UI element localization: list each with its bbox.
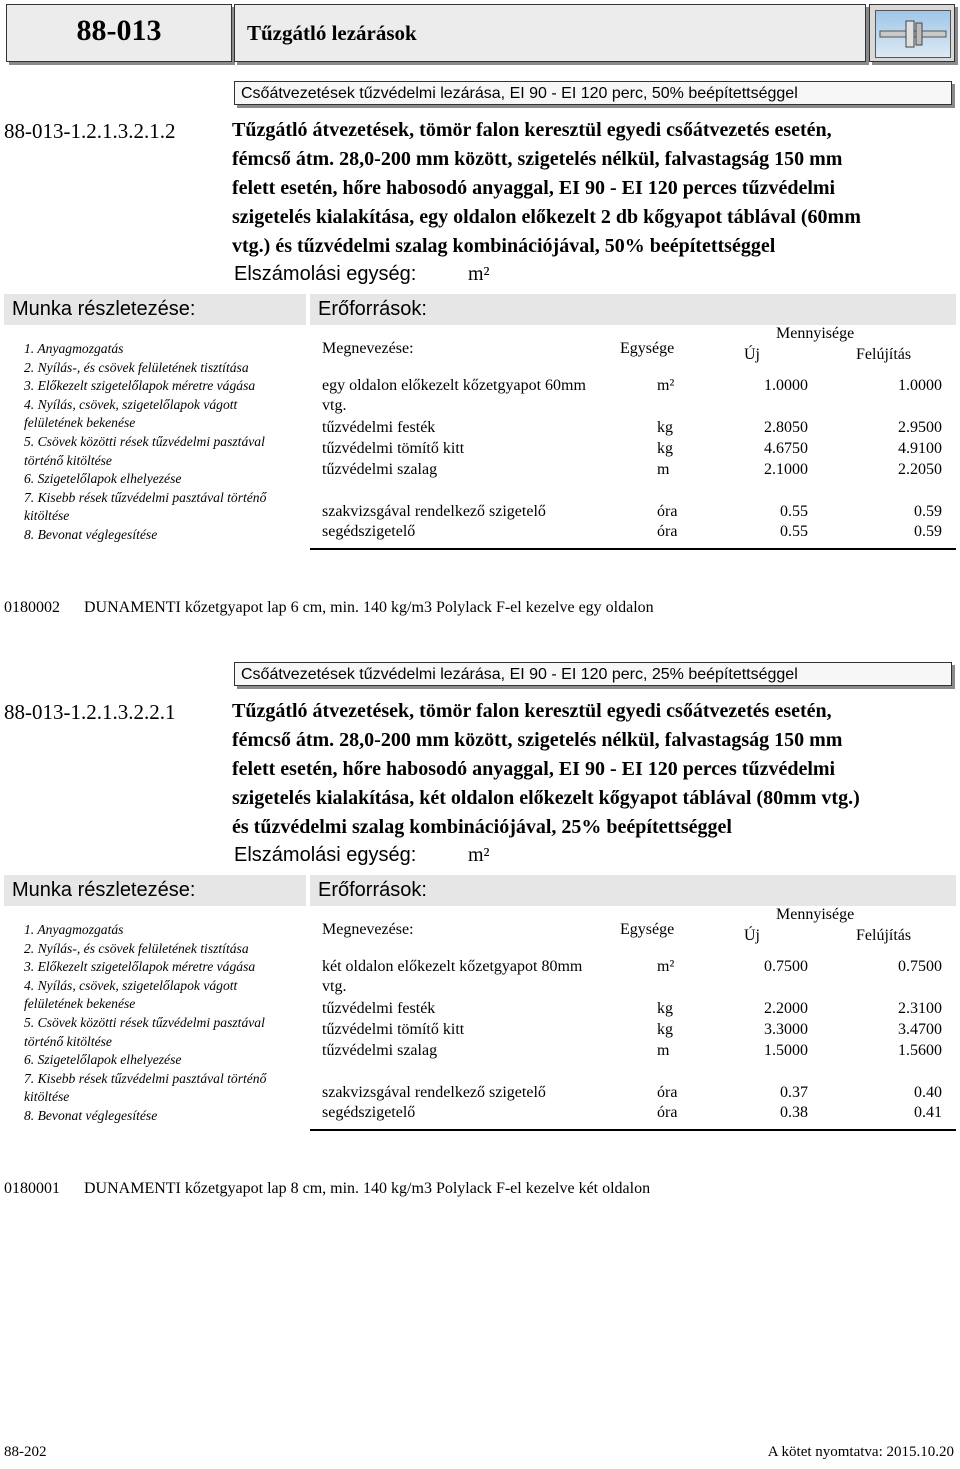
material-unit: kg (657, 1000, 673, 1017)
description-line: és tűzvédelmi szalag kombinációjával, 25% beépítettséggel (232, 816, 732, 838)
col-header-quantity: Mennyisége (776, 906, 855, 923)
material-name-cont: vtg. (322, 978, 347, 995)
material-note-code: 0180002 (4, 599, 60, 616)
labour-qty-new: 0.37 (780, 1084, 808, 1101)
page-number: 88-202 (4, 1444, 47, 1460)
resources-title: Erőforrások: (310, 294, 956, 325)
header-pipe-icon (875, 10, 951, 58)
col-header-renovation: Felújítás (856, 927, 912, 944)
material-qty-renovation: 1.0000 (898, 377, 942, 394)
work-step: felületének bekenése (24, 996, 136, 1012)
material-unit: m (657, 461, 670, 478)
material-name: tűzvédelmi festék (322, 1000, 436, 1017)
material-qty-new: 2.2000 (764, 1000, 808, 1017)
material-unit: kg (657, 419, 673, 436)
material-qty-new: 2.8050 (764, 419, 808, 436)
material-name-cont: vtg. (322, 397, 347, 414)
description-line: vtg.) és tűzvédelmi szalag kombinációjával, 50% beépítettséggel (232, 235, 776, 257)
work-step: felületének bekenése (24, 415, 136, 431)
billing-unit-value: m² (468, 844, 490, 866)
description-line: szigetelés kialakítása, egy oldalon előkezelt 2 db kőgyapot táblával (60mm (232, 206, 861, 228)
work-step: kitöltése (24, 508, 70, 524)
labour-name: szakvizsgával rendelkező szigetelő (322, 503, 546, 520)
labour-unit: óra (657, 503, 678, 520)
item-description (232, 116, 954, 261)
work-step: 3. Előkezelt szigetelőlapok méretre vágása (24, 378, 256, 394)
col-header-unit: Egysége (620, 340, 675, 357)
resources-table (310, 325, 956, 550)
description-line: Tűzgátló átvezetések, tömör falon keresztül egyedi csőátvezetés esetén, (232, 119, 832, 141)
description-line: felett esetén, hőre habosodó anyaggal, EI 90 - EI 120 perces tűzvédelmi (232, 758, 836, 780)
work-steps-list (24, 340, 299, 545)
material-unit: kg (657, 440, 673, 457)
labour-qty-renovation: 0.59 (914, 523, 942, 540)
material-note-code: 0180001 (4, 1180, 60, 1197)
material-name: tűzvédelmi festék (322, 419, 436, 436)
material-qty-new: 2.1000 (764, 461, 808, 478)
header-code: 88-013 (76, 14, 162, 47)
work-step: 5. Csövek közötti rések tűzvédelmi pasztával (24, 433, 265, 449)
work-step: 1. Anyagmozgatás (24, 922, 124, 937)
billing-unit-row (234, 263, 490, 286)
material-unit: m (657, 1042, 670, 1059)
description-line: fémcső átm. 28,0-200 mm között, szigetelés nélkül, falvastagság 150 mm (232, 148, 843, 170)
work-steps-list (24, 921, 299, 1126)
material-qty-new: 1.5000 (764, 1042, 808, 1059)
labour-unit: óra (657, 1084, 678, 1101)
material-qty-new: 3.3000 (764, 1021, 808, 1038)
material-name: egy oldalon előkezelt kőzetgyapot 60mm (322, 377, 586, 394)
work-step: 4. Nyílás, csövek, szigetelőlapok vágott (24, 977, 238, 993)
header-code-box (6, 4, 232, 62)
material-qty-new: 4.6750 (764, 440, 808, 457)
header-icon-box (869, 4, 955, 62)
col-header-unit: Egysége (620, 921, 675, 938)
item-code: 88-013-1.2.1.3.2.1.2 (4, 119, 176, 143)
material-name: tűzvédelmi szalag (322, 461, 438, 478)
work-step: 5. Csövek közötti rések tűzvédelmi pasztával (24, 1014, 265, 1030)
work-step: 4. Nyílás, csövek, szigetelőlapok vágott (24, 396, 238, 412)
labour-qty-renovation: 0.59 (914, 503, 942, 520)
work-step: 8. Bevonat véglegesítése (24, 1107, 158, 1123)
col-header-new: Új (744, 346, 760, 363)
description-line: szigetelés kialakítása, két oldalon előkezelt kőgyapot táblával (80mm vtg.) (232, 787, 860, 809)
col-header-quantity: Mennyisége (776, 325, 855, 342)
item-code: 88-013-1.2.1.3.2.2.1 (4, 700, 176, 724)
material-unit: m² (657, 958, 675, 975)
billing-unit-label: Elszámolási egység: (234, 263, 417, 285)
material-qty-new: 0.7500 (764, 958, 808, 975)
work-step: kitöltése (24, 1089, 70, 1105)
header-title: Tűzgátló lezárások (247, 21, 417, 45)
labour-unit: óra (657, 1104, 678, 1121)
material-qty-renovation: 3.4700 (898, 1021, 942, 1038)
material-name: tűzvédelmi tömítő kitt (322, 440, 465, 457)
material-unit: m² (657, 377, 675, 394)
work-details-title: Munka részletezése: (4, 875, 306, 906)
print-date: A kötet nyomtatva: 2015.10.20 (767, 1444, 954, 1460)
work-step: 6. Szigetelőlapok elhelyezése (24, 1052, 182, 1068)
material-qty-renovation: 2.2050 (898, 461, 942, 478)
labour-qty-new: 0.55 (780, 523, 808, 540)
resources-title: Erőforrások: (310, 875, 956, 906)
labour-qty-renovation: 0.40 (914, 1084, 942, 1101)
header-title-box (234, 4, 866, 62)
description-line: felett esetén, hőre habosodó anyaggal, EI 90 - EI 120 perces tűzvédelmi (232, 177, 836, 199)
work-step: 8. Bevonat véglegesítése (24, 526, 158, 542)
material-qty-renovation: 4.9100 (898, 440, 942, 457)
material-note-text: DUNAMENTI kőzetgyapot lap 8 cm, min. 140 kg/m3 Polylack F-el kezelve két oldalon (84, 1180, 651, 1197)
work-step: történő kitöltése (24, 1033, 112, 1049)
labour-name: segédszigetelő (322, 523, 416, 540)
resources-table (310, 906, 956, 1131)
work-step: 7. Kisebb rések tűzvédelmi pasztával történő (24, 489, 267, 505)
description-line: Tűzgátló átvezetések, tömör falon keresztül egyedi csőátvezetés esetén, (232, 700, 832, 722)
material-name: tűzvédelmi szalag (322, 1042, 438, 1059)
work-step: 6. Szigetelőlapok elhelyezése (24, 471, 182, 487)
labour-unit: óra (657, 523, 678, 540)
material-qty-renovation: 1.5600 (898, 1042, 942, 1059)
material-qty-renovation: 2.9500 (898, 419, 942, 436)
billing-unit-row (234, 844, 490, 867)
col-header-name: Megnevezése: (322, 921, 414, 938)
description-line: fémcső átm. 28,0-200 mm között, szigetelés nélkül, falvastagság 150 mm (232, 729, 843, 751)
material-unit: kg (657, 1021, 673, 1038)
work-step: 7. Kisebb rések tűzvédelmi pasztával történő (24, 1070, 267, 1086)
labour-qty-renovation: 0.41 (914, 1104, 942, 1121)
col-header-name: Megnevezése: (322, 340, 414, 357)
labour-name: segédszigetelő (322, 1104, 416, 1121)
category-bar: Csőátvezetések tűzvédelmi lezárása, EI 90 - EI 120 perc, 50% beépítettséggel (234, 81, 952, 105)
work-details-title: Munka részletezése: (4, 294, 306, 325)
work-step: 3. Előkezelt szigetelőlapok méretre vágása (24, 959, 256, 975)
material-name: két oldalon előkezelt kőzetgyapot 80mm (322, 958, 583, 975)
material-qty-new: 1.0000 (764, 377, 808, 394)
work-step: történő kitöltése (24, 452, 112, 468)
labour-qty-new: 0.55 (780, 503, 808, 520)
item-description (232, 697, 954, 842)
col-header-new: Új (744, 927, 760, 944)
material-name: tűzvédelmi tömítő kitt (322, 1021, 465, 1038)
material-note (4, 1180, 651, 1198)
work-step: 2. Nyílás-, és csövek felületének tisztítása (24, 940, 249, 956)
labour-name: szakvizsgával rendelkező szigetelő (322, 1084, 546, 1101)
material-qty-renovation: 0.7500 (898, 958, 942, 975)
material-note (4, 599, 654, 617)
material-note-text: DUNAMENTI kőzetgyapot lap 6 cm, min. 140 kg/m3 Polylack F-el kezelve egy oldalon (84, 599, 654, 616)
work-step: 2. Nyílás-, és csövek felületének tisztítása (24, 359, 249, 375)
billing-unit-value: m² (468, 263, 490, 285)
category-bar: Csőátvezetések tűzvédelmi lezárása, EI 90 - EI 120 perc, 25% beépítettséggel (234, 662, 952, 686)
work-step: 1. Anyagmozgatás (24, 341, 124, 356)
material-qty-renovation: 2.3100 (898, 1000, 942, 1017)
col-header-renovation: Felújítás (856, 346, 912, 363)
labour-qty-new: 0.38 (780, 1104, 808, 1121)
billing-unit-label: Elszámolási egység: (234, 844, 417, 866)
